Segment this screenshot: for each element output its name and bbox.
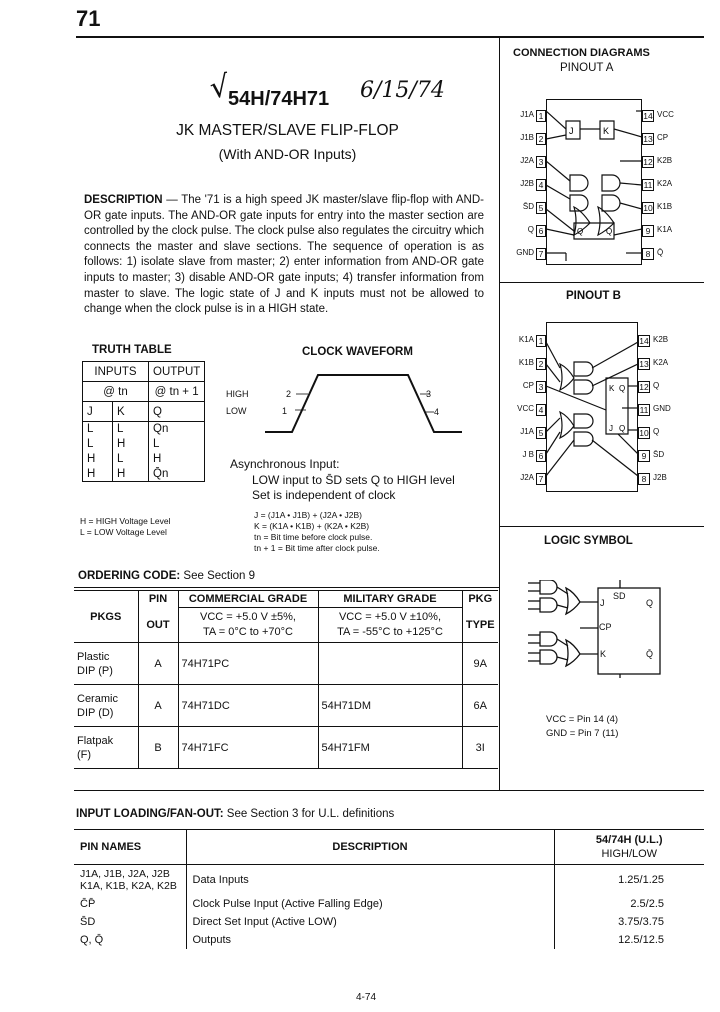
clock-marker-3: 3 bbox=[426, 389, 432, 399]
pa-pin-label: K2B bbox=[657, 156, 673, 165]
load-val: 12.5/12.5 bbox=[618, 934, 664, 946]
ord-type-val: 9A bbox=[462, 643, 498, 685]
tt-cell: L bbox=[83, 437, 113, 452]
ls-vcc: VCC = Pin 14 (4) bbox=[546, 714, 619, 725]
load-desc: Clock Pulse Input (Active Falling Edge) bbox=[186, 895, 554, 913]
loading-label: INPUT LOADING/FAN-OUT: bbox=[76, 808, 224, 820]
pinout-b-title: PINOUT B bbox=[566, 290, 621, 302]
clock-marker-4: 4 bbox=[434, 407, 440, 417]
pb-pin-number: 5 bbox=[536, 427, 546, 439]
pb-pin-label: K2B bbox=[653, 335, 669, 344]
page-number: 71 bbox=[76, 6, 101, 31]
pa-pin-label: K2A bbox=[657, 179, 673, 188]
ord-mil-cond-1: VCC = +5.0 V ±10%, bbox=[338, 611, 442, 623]
pb-pin-label: Q bbox=[653, 381, 660, 390]
ord-type-val: 3I bbox=[462, 727, 498, 769]
pa-pin-number: 4 bbox=[536, 179, 546, 191]
load-val: 1.25/1.25 bbox=[618, 874, 664, 886]
ord-pkg-name bbox=[74, 727, 138, 769]
load-h-ul-2: HIGH/LOW bbox=[601, 848, 658, 860]
pb-pin-number: 8 bbox=[638, 473, 650, 485]
load-val: 2.5/2.5 bbox=[630, 898, 664, 910]
ord-mil-val bbox=[318, 643, 462, 685]
tt-cell: H bbox=[149, 452, 205, 467]
pb-pin-number: 11 bbox=[639, 405, 649, 415]
ls-qb: Q̄ bbox=[646, 649, 654, 659]
pb-pin-label: K2A bbox=[653, 358, 669, 367]
tt-cell: H bbox=[83, 467, 113, 482]
truth-table-title: TRUTH TABLE bbox=[92, 344, 172, 356]
pb-pin-label: J2A bbox=[520, 473, 534, 482]
pa-pin-label: VCC bbox=[657, 110, 674, 119]
eq-j: J = (J1A • J1B) + (J2A • J2B) bbox=[254, 510, 362, 520]
ord-military: MILITARY GRADE bbox=[318, 591, 462, 608]
svg-text:Q: Q bbox=[577, 227, 584, 236]
pb-pin-label: J1A bbox=[520, 427, 534, 436]
load-h-desc: DESCRIPTION bbox=[186, 830, 554, 865]
ord-type: TYPE bbox=[462, 608, 498, 643]
tt-cell: H bbox=[83, 452, 113, 467]
load-h-names: PIN NAMES bbox=[74, 830, 186, 865]
pa-pin-number: 6 bbox=[536, 225, 546, 237]
pa-pin-label: GND bbox=[516, 248, 534, 257]
tt-cell: H bbox=[113, 437, 149, 452]
ord-pkg-name-1: Flatpak bbox=[77, 734, 114, 747]
ordering-rule bbox=[74, 587, 499, 588]
svg-text:Q: Q bbox=[606, 227, 613, 236]
tt-cell: L bbox=[113, 452, 149, 467]
pinout-a-title: PINOUT A bbox=[560, 62, 614, 74]
pb-pin-number: 2 bbox=[536, 358, 546, 370]
tt-tn1: @ tn + 1 bbox=[149, 382, 205, 402]
svg-text:K: K bbox=[609, 384, 615, 393]
subtitle: JK MASTER/SLAVE FLIP-FLOP bbox=[176, 122, 399, 139]
ord-com-cond-2: TA = 0°C to +70°C bbox=[203, 626, 293, 638]
ls-q: Q bbox=[646, 598, 654, 608]
pb-pin-number: 3 bbox=[536, 381, 546, 393]
ord-pkg-name-1: Plastic bbox=[77, 650, 110, 663]
connection-title: CONNECTION DIAGRAMS bbox=[513, 47, 650, 59]
tt-tn: @ tn bbox=[83, 382, 149, 402]
tt-cell: H bbox=[113, 467, 149, 482]
ls-gnd: GND = Pin 7 (11) bbox=[546, 728, 619, 739]
page-footer: 4-74 bbox=[356, 992, 377, 1003]
async-title: Asynchronous Input: bbox=[230, 457, 340, 471]
pa-pin-label: J2B bbox=[520, 179, 534, 188]
pa-pin-label: Q bbox=[527, 225, 534, 234]
ord-pin-val: A bbox=[138, 685, 178, 727]
tt-cell: Q̄n bbox=[149, 467, 205, 482]
load-pin: S̄D bbox=[74, 913, 186, 931]
ord-pin-val: B bbox=[138, 727, 178, 769]
tt-j: J bbox=[83, 402, 113, 422]
pb-pin-number: 4 bbox=[536, 404, 546, 416]
tt-cell: Qn bbox=[149, 422, 205, 437]
load-desc: Direct Set Input (Active LOW) bbox=[186, 913, 554, 931]
tt-inputs: INPUTS bbox=[83, 362, 149, 382]
async-line-1: LOW input to S̄D sets Q to HIGH level bbox=[252, 473, 455, 487]
eq-tn1: tn + 1 = Bit time after clock pulse. bbox=[254, 543, 380, 553]
ord-out: OUT bbox=[138, 608, 178, 643]
pb-pin-label: K1A bbox=[518, 335, 534, 344]
eq-tn: tn = Bit time before clock pulse. bbox=[254, 532, 373, 542]
pb-pin-number: 7 bbox=[536, 473, 546, 485]
pa-pin-label: J2A bbox=[520, 156, 534, 165]
handwritten-date: 6/15/74 bbox=[360, 78, 445, 103]
column-divider bbox=[499, 38, 500, 790]
pa-pin-label: K1A bbox=[657, 225, 673, 234]
ls-cp: CP bbox=[599, 622, 612, 632]
ord-pin-val: A bbox=[138, 643, 178, 685]
load-h-ul bbox=[554, 830, 704, 865]
tt-cell: L bbox=[149, 437, 205, 452]
async-line-2: Set is independent of clock bbox=[252, 488, 396, 502]
ord-pkg-name-2: (F) bbox=[77, 748, 92, 761]
pa-pin-number: 12 bbox=[643, 157, 653, 167]
ord-mil-val: 54H71FM bbox=[318, 727, 462, 769]
ord-type-val: 6A bbox=[462, 685, 498, 727]
tt-cell: L bbox=[83, 422, 113, 437]
pa-pin-number: 2 bbox=[536, 133, 546, 145]
svg-text:Q: Q bbox=[619, 424, 626, 433]
pa-pin-number: 5 bbox=[536, 202, 546, 214]
svg-text:Q: Q bbox=[619, 384, 626, 393]
pb-pin-number: 12 bbox=[639, 382, 649, 392]
ord-com-val: 74H71FC bbox=[178, 727, 318, 769]
section-rule bbox=[74, 790, 704, 791]
ord-mil-cond bbox=[318, 608, 462, 643]
pb-pin-label: J2B bbox=[653, 473, 667, 482]
pa-pin-number: 1 bbox=[536, 110, 546, 122]
truth-table bbox=[82, 361, 205, 482]
clock-marker-2: 2 bbox=[286, 389, 292, 399]
ordering-heading bbox=[78, 570, 255, 582]
pinout-b-rule bbox=[500, 282, 704, 283]
clock-waveform bbox=[260, 370, 470, 440]
pb-pin-number: 14 bbox=[639, 336, 649, 346]
pb-pin-number: 13 bbox=[639, 359, 649, 369]
ord-pkg-name bbox=[74, 643, 138, 685]
handwritten-check: √ bbox=[207, 68, 232, 107]
ord-com-val: 74H71DC bbox=[178, 685, 318, 727]
load-pin: Q, Q̄ bbox=[74, 931, 186, 949]
pa-pin-label: S̄D bbox=[522, 202, 534, 211]
eq-k: K = (K1A • K1B) + (K2A • K2B) bbox=[254, 521, 370, 531]
ord-pkgs: PKGS bbox=[74, 591, 138, 643]
load-desc: Data Inputs bbox=[186, 865, 554, 896]
logic-symbol-title: LOGIC SYMBOL bbox=[544, 535, 633, 547]
pb-pin-number: 9 bbox=[638, 450, 650, 462]
logic-rule bbox=[500, 526, 704, 527]
ord-pkg-name bbox=[74, 685, 138, 727]
tt-output: OUTPUT bbox=[149, 362, 205, 382]
ls-k: K bbox=[600, 649, 607, 659]
ord-mil-cond-2: TA = -55°C to +125°C bbox=[337, 626, 443, 638]
ord-mil-val: 54H71DM bbox=[318, 685, 462, 727]
load-pin: J1A, J1B, J2A, J2B K1A, K1B, K2A, K2B bbox=[74, 865, 186, 896]
tt-cell: L bbox=[113, 422, 149, 437]
tt-note-l: L = LOW Voltage Level bbox=[80, 527, 167, 537]
description bbox=[84, 193, 484, 318]
pb-pin-number: 10 bbox=[639, 428, 649, 438]
ord-pkg: PKG bbox=[462, 591, 498, 608]
svg-text:J: J bbox=[609, 424, 613, 433]
pb-pin-label: CP bbox=[522, 381, 534, 390]
description-text: — The '71 is a high speed JK master/slave flip-flop with AND-OR gate inputs. The AND-OR gate inputs for entry into the master section are controlled by the clock pulse. The clock pulse also regulates the circuitry which connects the master and slave sections. The sequence of operation is as follows: 1) isolate slave from master; 2) enter information from AND-OR gate inputs to master; 3) disable AND-OR gate inputs; 4) transfer information from master to slave. The logic state of J and K inputs must not be allowed to change when the clock pulse is in a HIGH state. bbox=[84, 194, 484, 316]
pinout-b-circuit bbox=[546, 322, 638, 492]
load-h-ul-1: 54/74H (U.L.) bbox=[595, 834, 663, 846]
pb-pin-label: GND bbox=[653, 404, 671, 413]
clock-waveform-title: CLOCK WAVEFORM bbox=[302, 346, 413, 358]
page-title: 54H/74H71 bbox=[228, 88, 330, 110]
pa-pin-number: 7 bbox=[536, 248, 546, 260]
ord-pkg-name-2: DIP (P) bbox=[77, 664, 113, 677]
clock-high-label: HIGH bbox=[226, 389, 249, 399]
pa-pin-number: 10 bbox=[643, 203, 653, 213]
loading-ref: See Section 3 for U.L. definitions bbox=[223, 808, 395, 820]
pa-pin-label: Q̄ bbox=[657, 248, 664, 257]
pa-pin-label: K1B bbox=[657, 202, 673, 211]
pb-pin-label: J B bbox=[522, 450, 534, 459]
clock-low-label: LOW bbox=[226, 406, 247, 416]
pa-pin-number: 14 bbox=[643, 111, 653, 121]
ord-pkg-name-1: Ceramic bbox=[77, 692, 118, 705]
ord-com-cond bbox=[178, 608, 318, 643]
pb-pin-label: VCC bbox=[517, 404, 534, 413]
pa-pin-number: 8 bbox=[642, 248, 654, 260]
pb-pin-label: Q bbox=[653, 427, 660, 436]
pb-pin-number: 6 bbox=[536, 450, 546, 462]
pa-pin-number: 11 bbox=[643, 180, 653, 190]
pb-pin-number: 1 bbox=[536, 335, 546, 347]
pa-pin-label: J1A bbox=[520, 110, 534, 119]
ord-commercial: COMMERCIAL GRADE bbox=[178, 591, 318, 608]
pa-pin-label: J1B bbox=[520, 133, 534, 142]
ord-com-cond-1: VCC = +5.0 V ±5%, bbox=[200, 611, 296, 623]
svg-text:J: J bbox=[569, 126, 574, 136]
pa-pin-label: CP bbox=[657, 133, 669, 142]
svg-text:K: K bbox=[603, 126, 610, 136]
description-label: DESCRIPTION bbox=[84, 194, 163, 206]
pinout-a-circuit bbox=[546, 99, 642, 265]
clock-marker-1: 1 bbox=[282, 406, 288, 416]
ord-pkg-name-2: DIP (D) bbox=[77, 706, 114, 719]
loading-heading bbox=[76, 808, 394, 820]
tt-note-h: H = HIGH Voltage Level bbox=[80, 516, 171, 526]
loading-table bbox=[74, 829, 704, 949]
load-desc: Outputs bbox=[186, 931, 554, 949]
tt-q: Q bbox=[149, 402, 205, 422]
pa-pin-number: 3 bbox=[536, 156, 546, 168]
load-val: 3.75/3.75 bbox=[618, 916, 664, 928]
pb-pin-label: S̄D bbox=[653, 450, 665, 459]
subtitle-2: (With AND-OR Inputs) bbox=[218, 146, 357, 162]
ordering-ref: See Section 9 bbox=[180, 570, 256, 582]
tt-k: K bbox=[113, 402, 149, 422]
ordering-label: ORDERING CODE: bbox=[78, 570, 181, 582]
top-rule bbox=[76, 36, 704, 38]
pb-pin-label: K1B bbox=[518, 358, 534, 367]
pa-pin-number: 9 bbox=[642, 225, 654, 237]
ordering-table bbox=[74, 590, 498, 769]
ls-j: J bbox=[600, 598, 605, 608]
load-pin: C̄P̄ bbox=[74, 895, 186, 913]
ord-com-val: 74H71PC bbox=[178, 643, 318, 685]
ls-sd: SD bbox=[613, 591, 626, 601]
ord-pin: PIN bbox=[138, 591, 178, 608]
pa-pin-number: 13 bbox=[643, 134, 653, 144]
